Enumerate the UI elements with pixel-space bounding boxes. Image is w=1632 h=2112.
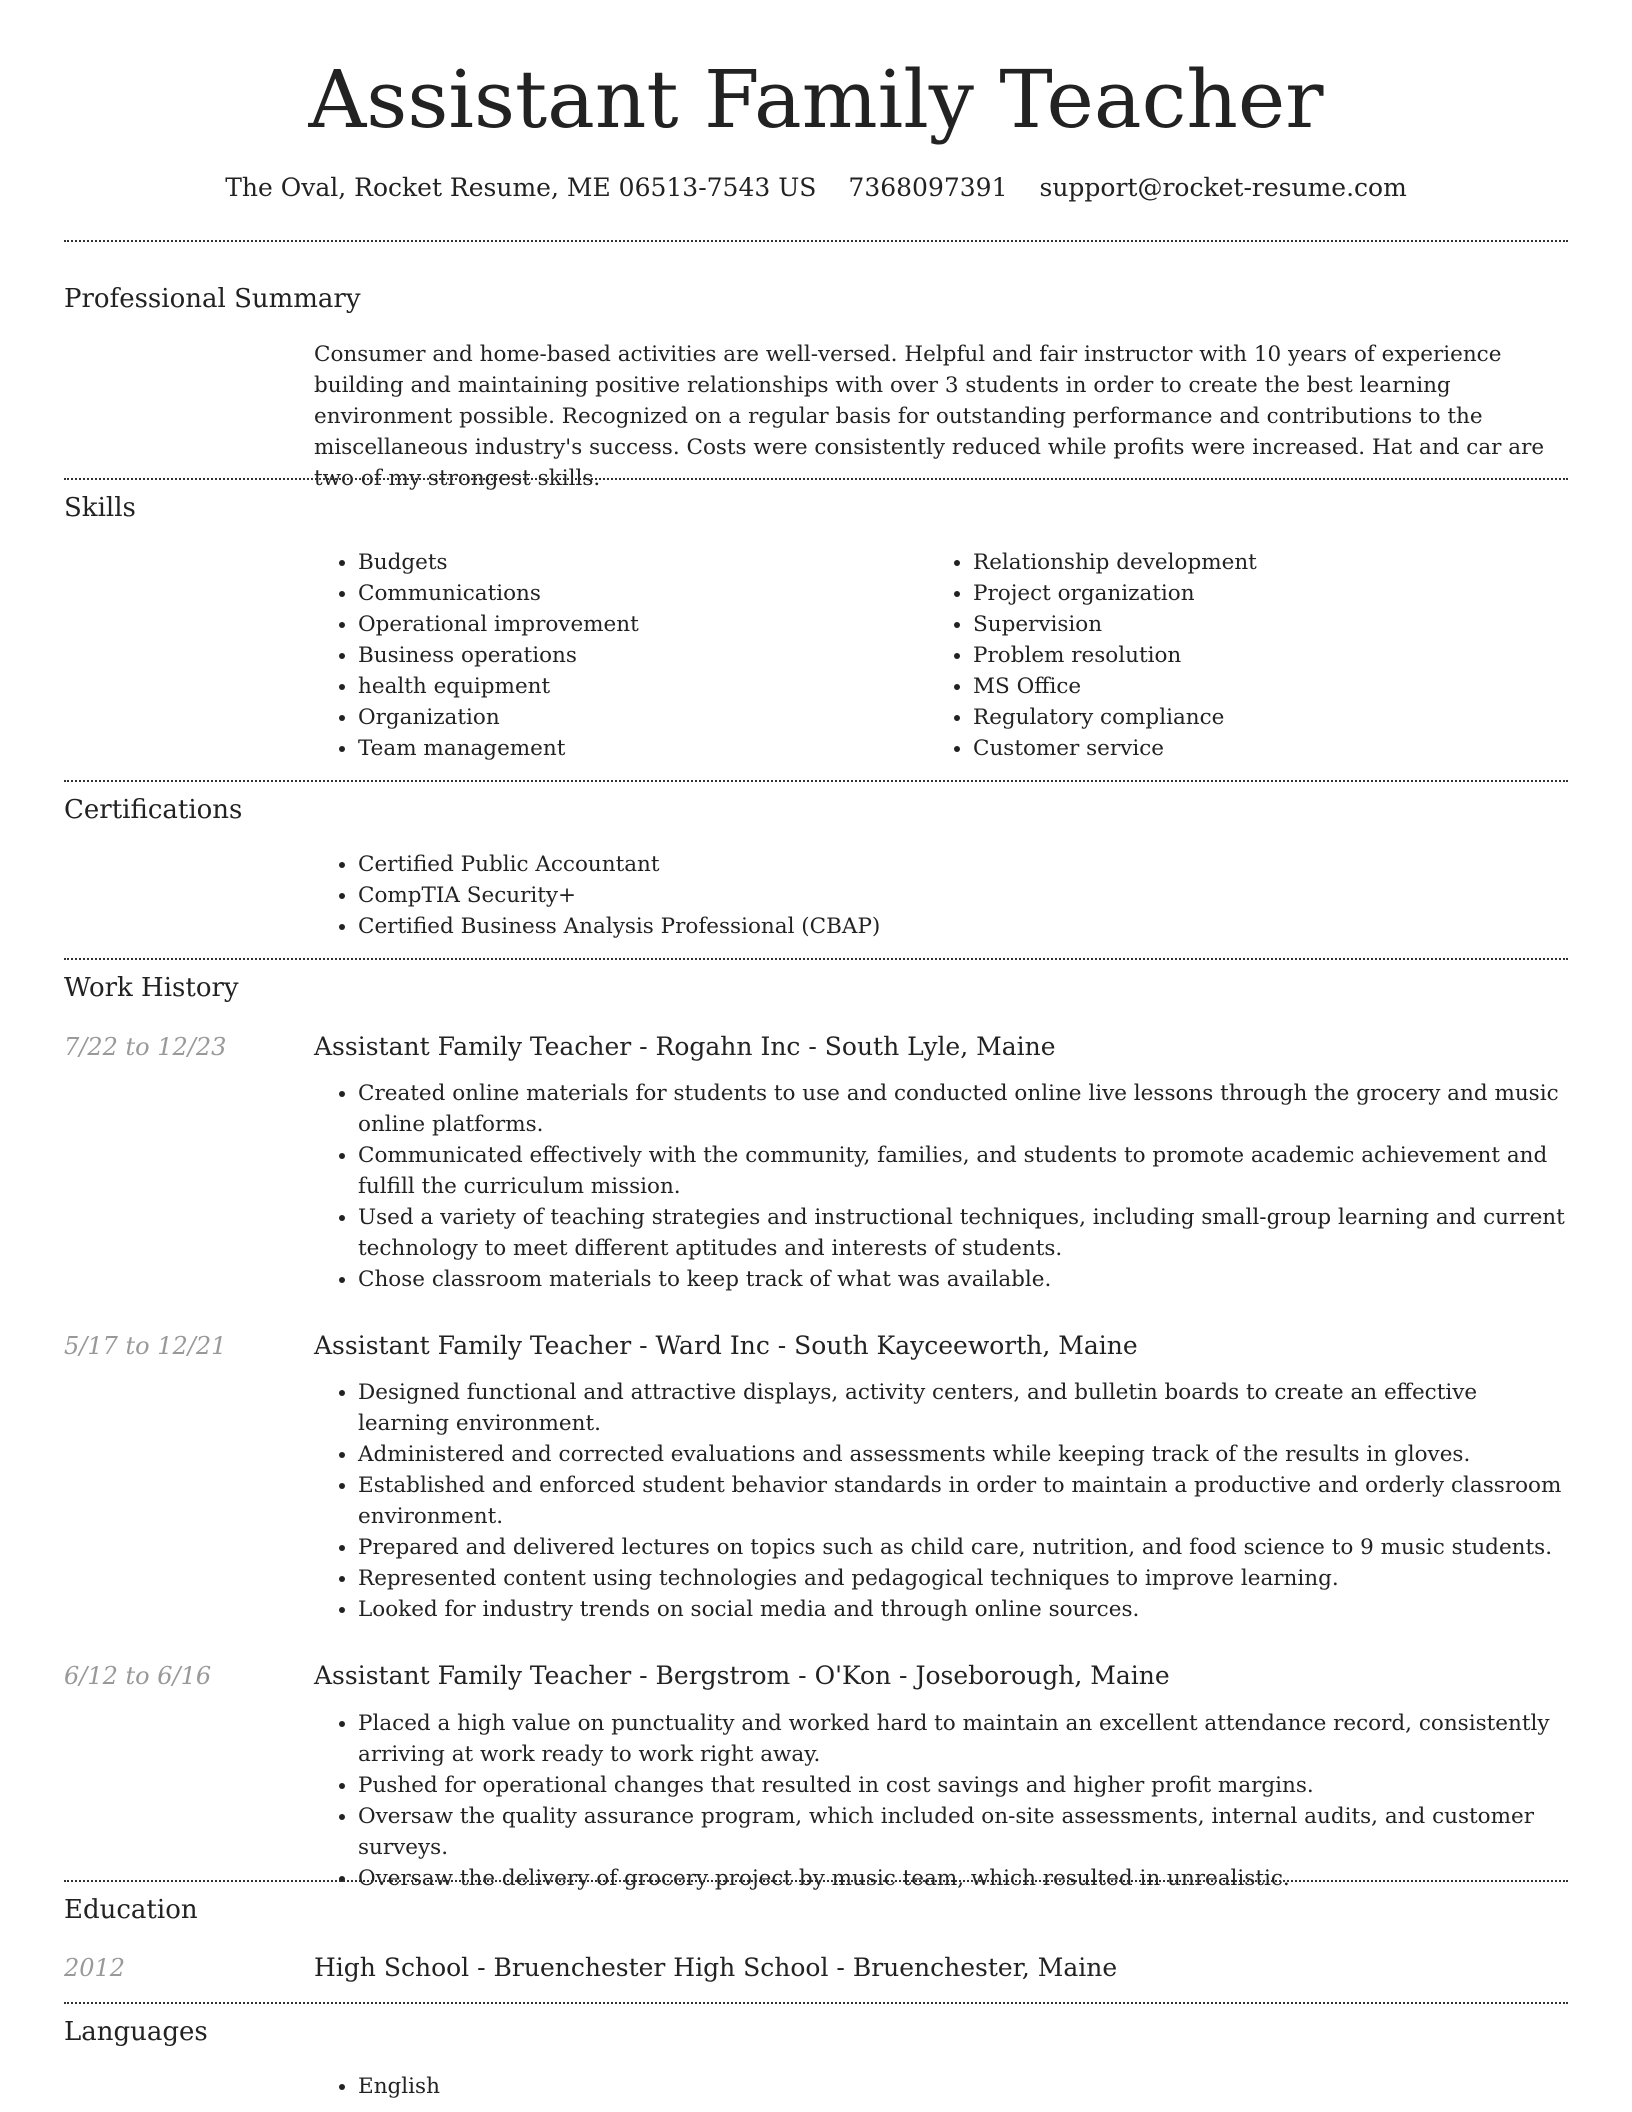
list-item: • Administered and corrected evaluations and assessments while keeping track of the results in gloves.: [358, 1439, 1568, 1470]
list-item: • Certified Business Analysis Professional (CBAP): [358, 911, 1558, 942]
job-title: Assistant Family Teacher - Ward Inc - South Kayceeworth, Maine: [314, 1331, 1138, 1360]
languages-list: [314, 2071, 958, 2102]
list-item: • Placed a high value on punctuality and worked hard to maintain an excellent attendance record, consistently arriving at work ready to work right away.: [358, 1708, 1568, 1770]
list-item: • Oversaw the delivery of grocery project by music team, which resulted in unrealistic.: [358, 1863, 1568, 1894]
list-item: • Oversaw the quality assurance program, which included on-site assessments, internal audits, and customer surveys.: [358, 1801, 1568, 1863]
list-item: • MS Office: [973, 671, 1573, 702]
list-item: • Created online materials for students to use and conducted online live lessons through the grocery and music online platforms.: [358, 1078, 1568, 1140]
job-bullets: [314, 1377, 1568, 1625]
list-item: • Chose classroom materials to keep track of what was available.: [358, 1264, 1568, 1295]
list-item: • Problem resolution: [973, 640, 1573, 671]
list-item: • Established and enforced student behavior standards in order to maintain a productive and orderly classroom environment.: [358, 1470, 1568, 1532]
skills-list-left: [314, 547, 918, 764]
list-item: • Team management: [358, 733, 918, 764]
list-item: • Budgets: [358, 547, 918, 578]
job-dates: 7/22 to 12/23: [64, 1033, 227, 1061]
divider: [64, 478, 1568, 480]
list-item: • Prepared and delivered lectures on topics such as child care, nutrition, and food science to 9 music students.: [358, 1532, 1568, 1563]
contact-phone: 7368097391: [848, 173, 1008, 202]
certifications-heading: Certifications: [64, 795, 243, 825]
job-bullets: [314, 1708, 1568, 1894]
list-item: • English: [358, 2071, 958, 2102]
list-item: • Regulatory compliance: [973, 702, 1573, 733]
languages-heading: Languages: [64, 2017, 208, 2047]
job-title: Assistant Family Teacher - Bergstrom - O'Kon - Joseborough, Maine: [314, 1661, 1170, 1690]
education-heading: Education: [64, 1895, 198, 1925]
resume-name: Assistant Family Teacher: [308, 53, 1324, 146]
list-item: • Pushed for operational changes that resulted in cost savings and higher profit margins.: [358, 1770, 1568, 1801]
summary-heading: Professional Summary: [64, 284, 361, 314]
list-item: • Organization: [358, 702, 918, 733]
divider: [64, 2002, 1568, 2004]
contact-address: The Oval, Rocket Resume, ME 06513-7543 US: [225, 173, 817, 202]
divider: [64, 958, 1568, 960]
list-item: • Business operations: [358, 640, 918, 671]
list-item: • Communicated effectively with the community, families, and students to promote academic achievement and fulfill the curriculum mission.: [358, 1140, 1568, 1202]
list-item: • CompTIA Security+: [358, 880, 1558, 911]
list-item: • health equipment: [358, 671, 918, 702]
job-bullets: [314, 1078, 1568, 1295]
divider: [64, 1880, 1568, 1882]
job-dates: 5/17 to 12/21: [64, 1332, 227, 1360]
summary-text: Consumer and home-based activities are well-versed. Helpful and fair instructor with 10 years of experience building and maintaining positive relationships with over 3 students in order to create the best learning environment possible. Recognized on a regular basis for outstanding performance and contributions to the miscellaneous industry's success. Costs were consistently reduced while profits were increased. Hat and car are two of my strongest skills.: [314, 342, 1545, 491]
list-item: • Relationship development: [973, 547, 1573, 578]
education-year: 2012: [64, 1954, 126, 1982]
education-entry: High School - Bruenchester High School - Bruenchester, Maine: [314, 1953, 1118, 1982]
contact-email[interactable]: support@rocket-resume.com: [1039, 173, 1407, 202]
divider: [64, 780, 1568, 782]
list-item: • Designed functional and attractive displays, activity centers, and bulletin boards to create an effective learning environment.: [358, 1377, 1568, 1439]
skills-list-right: [929, 547, 1573, 764]
work-history-heading: Work History: [64, 973, 239, 1003]
contact-line: [0, 170, 1632, 206]
list-item: • Used a variety of teaching strategies and instructional techniques, including small-group learning and current technology to meet different aptitudes and interests of students.: [358, 1202, 1568, 1264]
job-title: Assistant Family Teacher - Rogahn Inc - South Lyle, Maine: [314, 1032, 1056, 1061]
list-item: • Represented content using technologies and pedagogical techniques to improve learning.: [358, 1563, 1568, 1594]
list-item: • Supervision: [973, 609, 1573, 640]
divider: [64, 240, 1568, 242]
list-item: • Operational improvement: [358, 609, 918, 640]
list-item: • Customer service: [973, 733, 1573, 764]
list-item: • Project organization: [973, 578, 1573, 609]
certifications-list: [314, 849, 1558, 942]
job-dates: 6/12 to 6/16: [64, 1662, 212, 1690]
list-item: • Looked for industry trends on social media and through online sources.: [358, 1594, 1568, 1625]
list-item: • Certified Public Accountant: [358, 849, 1558, 880]
list-item: • Communications: [358, 578, 918, 609]
skills-heading: Skills: [64, 493, 136, 523]
